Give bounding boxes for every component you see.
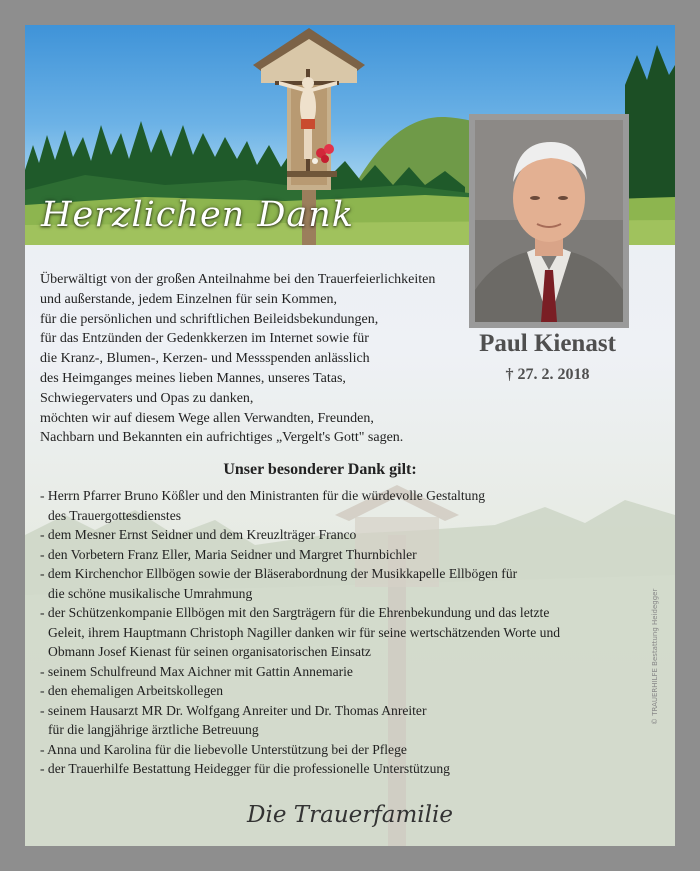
- intro-line: Überwältigt von der großen Anteilnahme bei den Trauerfeierlichkeiten: [40, 272, 436, 287]
- list-item: [40, 759, 660, 779]
- list-item-line: - Anna und Karolina für die liebevolle Unterstützung bei der Pflege: [40, 741, 407, 757]
- deceased-name: Paul Kienast: [479, 330, 616, 357]
- death-date: † 27. 2. 2018: [505, 366, 590, 383]
- intro-line: Schwiegervaters und Opas zu danken,: [40, 390, 254, 406]
- intro-line: die Kranz-, Blumen-, Kerzen- und Messspenden anlässlich: [40, 351, 370, 367]
- portrait-frame: [469, 114, 629, 328]
- thanks-heading: Unser besonderer Dank gilt:: [223, 461, 417, 478]
- header-title: Herzlichen Dank: [41, 195, 354, 235]
- list-item-line: - dem Mesner Ernst Seidner und dem Kreuzlträger Franco: [40, 527, 357, 542]
- intro-line: Nachbarn und Bekannten ein aufrichtiges „Vergelt's Gott" sagen.: [40, 430, 404, 446]
- list-item-line: - seinem Schulfreund Max Aichner mit Gattin Annemarie: [40, 663, 353, 679]
- list-item: [40, 701, 660, 740]
- list-item: [40, 486, 660, 525]
- list-item-line: - der Trauerhilfe Bestattung Heidegger für die professionelle Unterstützung: [40, 761, 450, 776]
- intro-line: für das Entzünden der Gedenkkerzen im Internet sowie für: [40, 331, 369, 347]
- list-item-line: - der Schützenkompanie Ellbögen mit den Sargträgern für die Ehrenbekundung und das letzte: [40, 605, 550, 620]
- portrait-photo: [475, 120, 623, 322]
- intro-line: möchten wir auf diesem Wege allen Verwandten, Freunden,: [40, 410, 374, 426]
- thank-you-card: [25, 25, 675, 846]
- intro-line: für die persönlichen und schriftlichen Beileidsbekundungen,: [40, 311, 379, 327]
- list-item-line: - den Vorbetern Franz Eller, Maria Seidner und Margret Thurnbichler: [40, 546, 417, 562]
- list-item-line: Obmann Josef Kienast für seinen organisatorischen Einsatz: [48, 644, 371, 659]
- list-item-line: - den ehemaligen Arbeitskollegen: [40, 683, 224, 698]
- intro-line: des Heimganges meines lieben Mannes, unseres Tatas,: [40, 370, 346, 386]
- list-item: [40, 681, 660, 701]
- list-item: [40, 603, 660, 662]
- intro-paragraph: [40, 270, 470, 448]
- list-item: [40, 740, 660, 760]
- signature: Die Trauerfamilie: [247, 802, 453, 828]
- list-item-line: - dem Kirchenchor Ellbögen sowie der Bläserabordnung der Musikkapelle Ellbögen für: [40, 566, 518, 581]
- list-item-line: die schöne musikalische Umrahmung: [48, 585, 253, 601]
- intro-line: und außerstande, jedem Einzelnen für sein Kommen,: [40, 291, 338, 307]
- list-item-line: - Herrn Pfarrer Bruno Kößler und den Ministranten für die würdevolle Gestaltung: [40, 488, 486, 503]
- credit-text: © TRAUERHILFE Bestattung Heidegger: [651, 588, 659, 725]
- list-item: [40, 564, 660, 603]
- list-item-line: des Trauergottesdienstes: [48, 507, 182, 523]
- list-item-line: für die langjährige ärztliche Betreuung: [48, 722, 259, 737]
- list-item: [40, 525, 660, 545]
- thanks-list: [40, 486, 660, 779]
- list-item-line: - seinem Hausarzt MR Dr. Wolfgang Anreiter und Dr. Thomas Anreiter: [40, 702, 427, 718]
- list-item-line: Geleit, ihrem Hauptmann Christoph Nagiller danken wir für seine wertschätzenden Worte und: [48, 624, 561, 640]
- list-item: [40, 662, 660, 682]
- portrait-photo-icon: [475, 120, 623, 322]
- list-item: [40, 545, 660, 565]
